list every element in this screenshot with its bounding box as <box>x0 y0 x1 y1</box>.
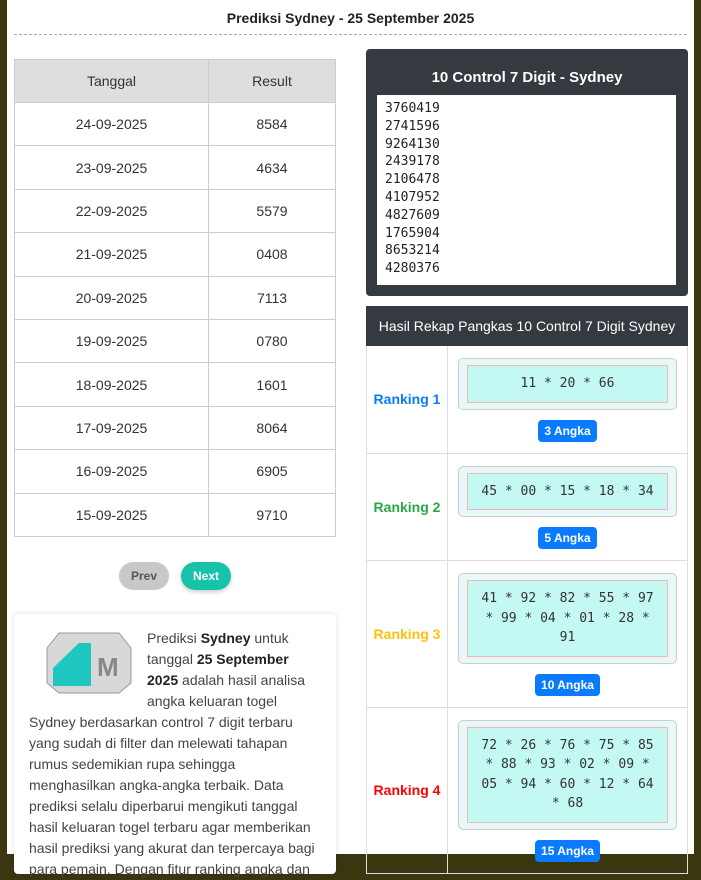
date-cell: 24-09-2025 <box>15 103 209 146</box>
table-row <box>15 363 336 406</box>
ranking-label: Ranking 2 <box>367 453 448 561</box>
table-row <box>15 146 336 189</box>
table-row <box>15 406 336 449</box>
article-card: M Prediksi Sydney untuk tanggal 25 September 2025 adalah hasil analisa angka keluaran togel Sydney berdasarkan control 7 digit terbaru yang sudah di filter dan melewati tahapan rumus sedemikian rupa sehingga menghasilkan angka-angka terbaik. Data prediksi selalu diperbarui mengikuti tanggal hasil keluaran togel terbaru agar memberikan hasil prediksi yang akurat dan terpercaya bagi para pemain. Dengan fitur ranking angka dan <box>14 614 336 874</box>
table-row <box>15 233 336 276</box>
result-cell: 0780 <box>209 319 336 362</box>
result-cell: 5579 <box>209 189 336 232</box>
ranking-row <box>367 346 688 454</box>
col-header: Result <box>209 60 336 103</box>
table-row <box>15 319 336 362</box>
result-cell: 7113 <box>209 276 336 319</box>
count-badge: 15 Angka <box>535 840 600 862</box>
page <box>7 0 694 877</box>
table-row <box>15 493 336 536</box>
date-cell: 18-09-2025 <box>15 363 209 406</box>
result-cell: 8064 <box>209 406 336 449</box>
page-title: Prediksi Sydney - 25 September 2025 <box>226 10 475 26</box>
rekap-table <box>366 306 688 874</box>
date-cell: 23-09-2025 <box>15 146 209 189</box>
result-cell: 0408 <box>209 233 336 276</box>
ranking-numbers: 45 * 00 * 15 * 18 * 34 <box>467 473 668 511</box>
date-cell: 19-09-2025 <box>15 319 209 362</box>
numbers-box <box>458 573 677 664</box>
next-button[interactable]: Next <box>181 562 231 590</box>
count-badge: 10 Angka <box>535 674 600 696</box>
pagination <box>119 562 231 590</box>
date-cell: 21-09-2025 <box>15 233 209 276</box>
table-row <box>15 103 336 146</box>
site-logo <box>39 628 135 698</box>
table-row <box>15 276 336 319</box>
ranking-numbers: 72 * 26 * 76 * 75 * 85 * 88 * 93 * 02 * 09 * 05 * 94 * 60 * 12 * 64 * 68 <box>467 727 668 823</box>
date-cell: 15-09-2025 <box>15 493 209 536</box>
prev-button[interactable]: Prev <box>119 562 169 590</box>
date-cell: 22-09-2025 <box>15 189 209 232</box>
result-cell: 6905 <box>209 450 336 493</box>
ranking-numbers: 41 * 92 * 82 * 55 * 97 * 99 * 04 * 01 * 28 * 91 <box>467 580 668 657</box>
numbers-box <box>458 720 677 830</box>
ranking-label: Ranking 4 <box>367 707 448 873</box>
table-row <box>15 189 336 232</box>
result-cell: 4634 <box>209 146 336 189</box>
date-cell: 16-09-2025 <box>15 450 209 493</box>
date-cell: 20-09-2025 <box>15 276 209 319</box>
svg-text:M: M <box>97 652 119 682</box>
ranking-row <box>367 561 688 708</box>
result-cell: 9710 <box>209 493 336 536</box>
result-cell: 8584 <box>209 103 336 146</box>
col-header: Tanggal <box>15 60 209 103</box>
table-row <box>15 450 336 493</box>
numbers-box <box>458 466 677 518</box>
results-table <box>14 59 336 537</box>
ranking-numbers: 11 * 20 * 66 <box>467 365 668 403</box>
count-badge: 3 Angka <box>538 420 596 442</box>
control-title: 10 Control 7 Digit - Sydney <box>431 69 623 86</box>
ranking-row <box>367 453 688 561</box>
control-numbers: 3760419 2741596 9264130 2439178 2106478 4107952 4827609 1765904 8653214 4280376 <box>377 95 676 285</box>
control-panel <box>366 49 688 296</box>
rekap-title: Hasil Rekap Pangkas 10 Control 7 Digit Sydney <box>367 307 688 346</box>
count-badge: 5 Angka <box>538 527 596 549</box>
divider <box>14 34 687 35</box>
ranking-label: Ranking 1 <box>367 346 448 454</box>
numbers-box <box>458 358 677 410</box>
ranking-row <box>367 707 688 873</box>
result-cell: 1601 <box>209 363 336 406</box>
date-cell: 17-09-2025 <box>15 406 209 449</box>
ranking-label: Ranking 3 <box>367 561 448 708</box>
